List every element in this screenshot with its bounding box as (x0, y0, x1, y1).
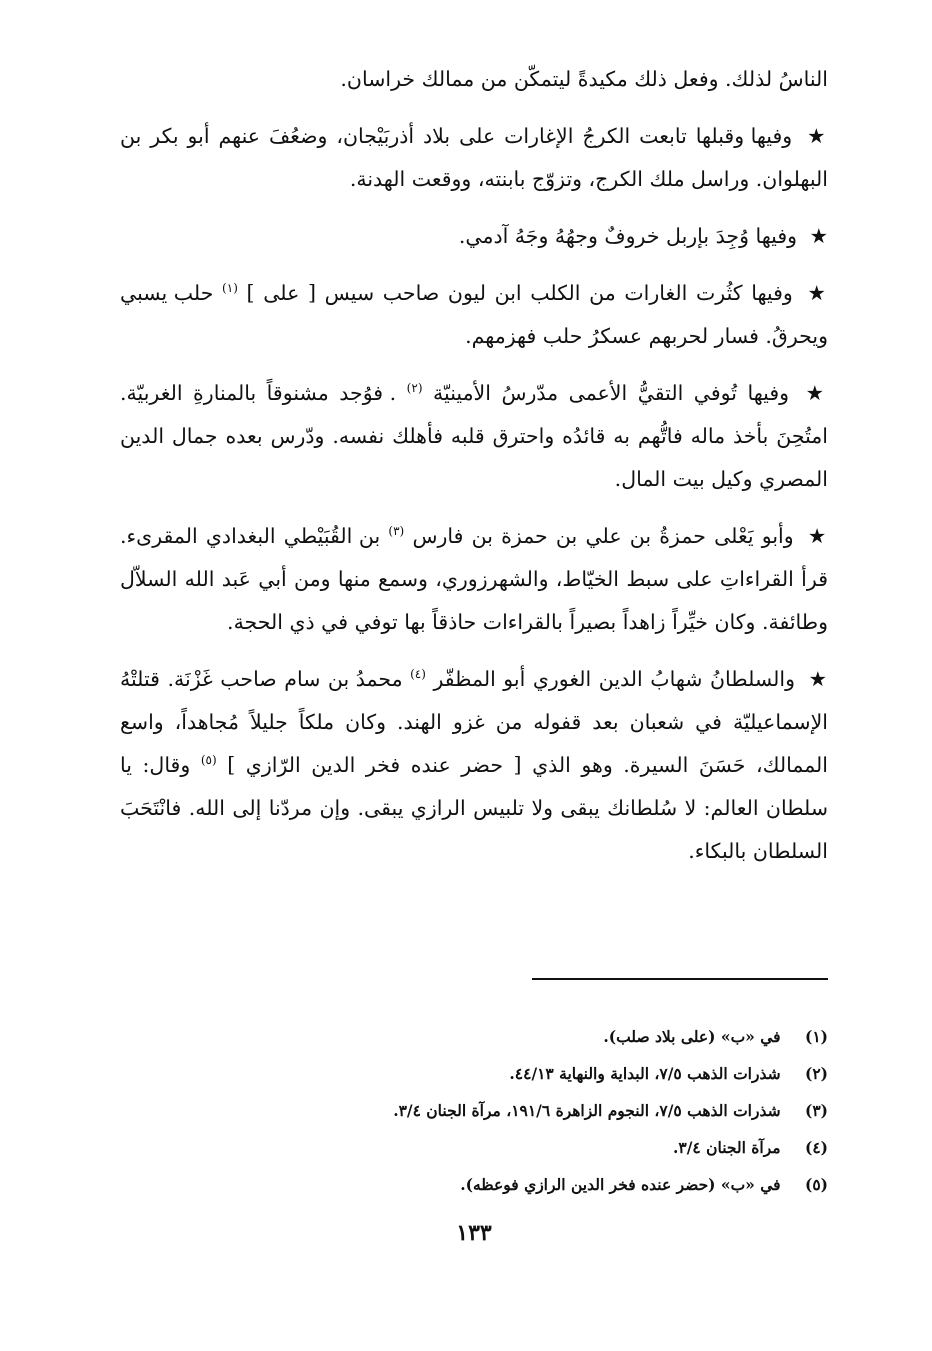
paragraph-text: الناسُ لذلك. وفعل ذلك مكيدةً ليتمكّن من ممالك خراسان. (340, 67, 828, 91)
paragraph-2 (120, 115, 828, 201)
footnote-text: شذرات الذهب ٧/٥، النجوم الزاهرة ١٩١/٦، مرآة الجنان ٣/٤. (393, 1101, 781, 1120)
paragraph-text: وفيها كثُرت الغارات من الكلب ابن ليون صاحب سيس [ على ] (246, 281, 793, 305)
book-page (120, 58, 828, 1351)
footnote-text: في «ب» (على بلاد صلب). (603, 1027, 781, 1046)
footnote-number: (٤) (804, 1138, 828, 1157)
paragraph-text: وفيها تُوفي التقيُّ الأعمى مدّرسُ الأمينيّة (433, 381, 790, 405)
footnote-reference: (٣) (388, 524, 405, 539)
paragraph-1 (120, 58, 828, 101)
footnote-item (120, 1055, 828, 1092)
footnote-reference: (٤) (410, 667, 426, 682)
main-text (120, 58, 828, 873)
footnote-item (120, 1092, 828, 1129)
paragraph-3 (120, 215, 828, 258)
paragraph-6 (120, 515, 828, 644)
footnote-number: (٥) (804, 1175, 828, 1194)
paragraph-5 (120, 372, 828, 501)
footnote-number: (٣) (804, 1101, 828, 1120)
paragraph-text-continued: وقال: يا سلطان العالم: لا سُلطانك يبقى ولا تلبيس الرازي يبقى. وإن مردّنا إلى الله. فانْتَحَبَ السلطان بالبكاء. (120, 753, 828, 863)
star-marker-icon: ★ (808, 667, 828, 691)
footnote-number: (١) (804, 1027, 828, 1046)
paragraph-text-continued: بن القُبَيْطي البغدادي المقرىء. قرأ القراءاتِ على سبط الخيّاط، والشهرزوري، وسمع منها ومن أبي عَبد الله السلاّل وطائفة. وكان خيِّراً زاهداً بصيراً بالقراءات حاذقاً بها توفي في ذي الحجة. (120, 524, 828, 634)
paragraph-text-continued: محمدُ بن سام صاحب غَزْنَة. قتلتْهُ الإسماعيليّة في شعبان بعد قفوله من غزو الهند. وكان ملكاً جليلاً مُجاهداً، واسع الممالك، حَسَنَ السيرة. وهو الذي [ حضر عنده فخر الدين الرّازي ] (120, 667, 828, 777)
footnote-reference: (٢) (406, 381, 423, 396)
star-marker-icon: ★ (809, 224, 828, 248)
star-marker-icon: ★ (807, 281, 828, 305)
paragraph-text-continued: حلب يسبي ويحرقُ. فسار لحربهم عسكرُ حلب فهزمهم. (120, 281, 828, 348)
page-number: ١٣٣ (456, 1220, 492, 1246)
footnotes (120, 1018, 828, 1203)
footnote-item (120, 1129, 828, 1166)
footnote-text: شذرات الذهب ٧/٥، البداية والنهاية ٤٤/١٣. (509, 1064, 781, 1083)
footnote-reference: (٥) (200, 753, 217, 768)
star-marker-icon: ★ (807, 124, 828, 148)
footnote-divider (532, 978, 828, 980)
paragraph-text: وفيها وُجِدَ بإربل خروفٌ وجهُهُ وجَهُ آدمي. (458, 224, 798, 248)
footnote-text: مرآة الجنان ٣/٤. (672, 1138, 781, 1157)
paragraph-text: وفيها وقبلها تابعت الكرجُ الإغارات على بلاد أذربَيْجان، وضعُفَ عنهم أبو بكر بن البهلوان. وراسل ملك الكرج، وتزوّج بابنته، ووقعت الهدنة. (120, 124, 828, 191)
footnote-text: في «ب» (حضر عنده فخر الدين الرازي فوعظه). (460, 1175, 781, 1194)
paragraph-text-continued: . فوُجد مشنوقاً بالمنارةِ الغربيّة. امتُحِنَ بأخذ ماله فاتُّهم به قائدُه واحترق قلبه فأهلك نفسه. ودّرس بعده جمال الدين المصري وكيل بيت المال. (120, 381, 828, 491)
footnote-item (120, 1166, 828, 1203)
star-marker-icon: ★ (805, 381, 828, 405)
paragraph-4 (120, 272, 828, 358)
footnote-reference: (١) (222, 281, 238, 296)
paragraph-text: والسلطانُ شهابُ الدين الغوري أبو المظفّر (433, 667, 796, 691)
paragraph-7 (120, 658, 828, 873)
footnote-number: (٢) (804, 1064, 828, 1083)
star-marker-icon: ★ (807, 524, 828, 548)
paragraph-text: وأبو يَعْلى حمزةُ بن علي بن حمزة بن فارس (412, 524, 794, 548)
footnote-item (120, 1018, 828, 1055)
